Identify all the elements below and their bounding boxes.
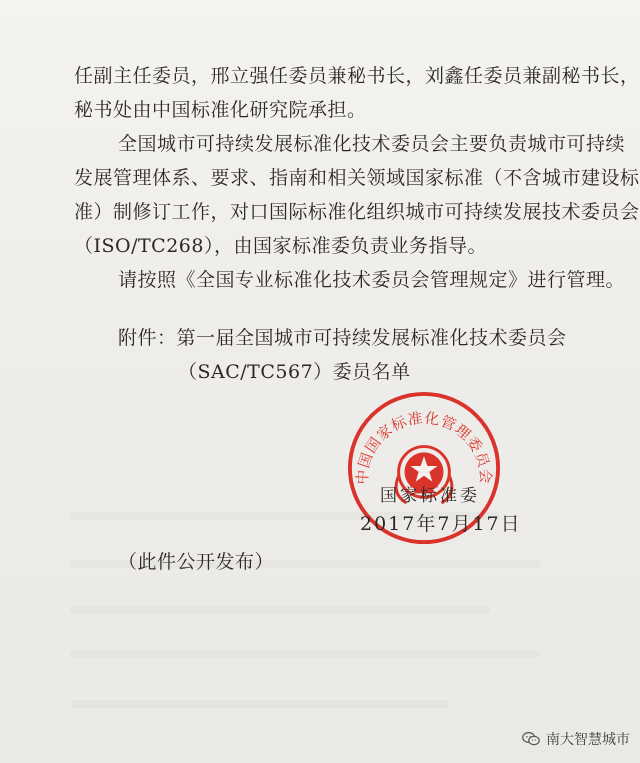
body-line-1: 任副主任委员，邢立强任委员兼秘书长，刘鑫任委员兼副秘书长， (74, 65, 640, 87)
body-line-5: 准）制修订工作，对口国际标准化组织城市可持续发展技术委员会 (74, 201, 640, 223)
wechat-icon (522, 731, 540, 747)
body-line-3: 全国城市可持续发展标准化技术委员会主要负责城市可持续 (118, 133, 626, 155)
body-line-6: （ISO/TC268），由国家标准委负责业务指导。 (74, 235, 487, 257)
wechat-account-watermark (522, 729, 630, 749)
wechat-account-name: 南大智慧城市 (546, 732, 630, 748)
publication-note: （此件公开发布） (118, 551, 275, 573)
body-line-2: 秘书处由中国标准化研究院承担。 (74, 99, 367, 121)
body-line-7: 请按照《全国专业标准化技术委员会管理规定》进行管理。 (118, 269, 626, 291)
issue-date: 2017年7月17日 (360, 513, 522, 535)
attachment-line-2: （SAC/TC567）委员名单 (178, 361, 411, 383)
attachment-line-1: 附件：第一届全国城市可持续发展标准化技术委员会 (118, 327, 567, 349)
svg-text:中国国家标准化管理委员会: 中国国家标准化管理委员会 (354, 409, 494, 485)
body-line-4: 发展管理体系、要求、指南和相关领域国家标准（不含城市建设标 (74, 167, 640, 189)
bleed-through-line (70, 606, 490, 614)
bleed-through-line (70, 650, 540, 658)
bleed-through-line (70, 700, 450, 708)
issuer-name: 国家标准委 (380, 486, 480, 506)
